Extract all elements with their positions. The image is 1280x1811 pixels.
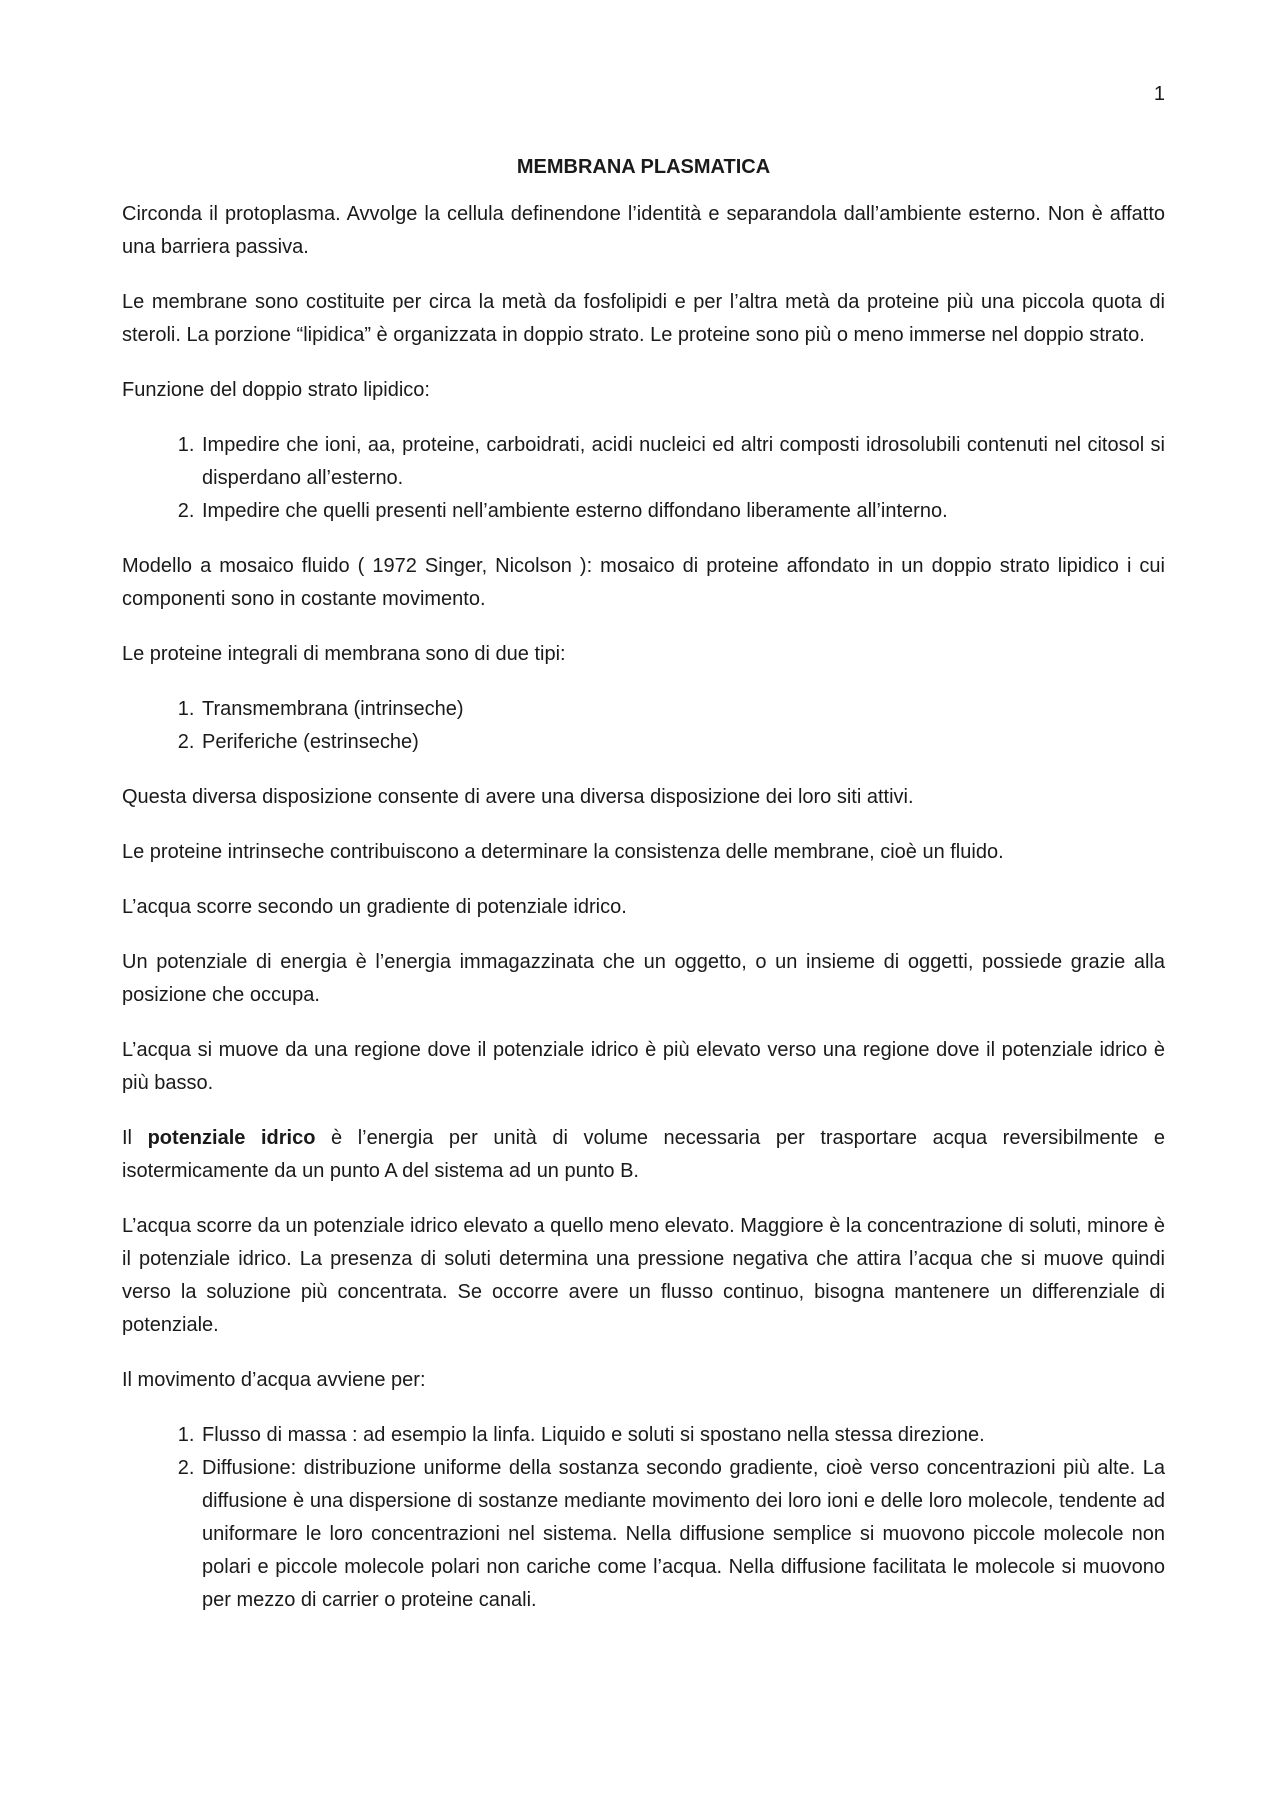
numbered-list	[122, 693, 1165, 759]
paragraph: L’acqua si muove da una regione dove il potenziale idrico è più elevato verso una regione dove il potenziale idrico è più basso.	[122, 1039, 1165, 1094]
list-item: 1. Transmembrana (intrinseche)	[200, 693, 1165, 726]
paragraph: Funzione del doppio strato lipidico:	[122, 379, 430, 401]
numbered-list	[122, 429, 1165, 528]
list-item: 1. Impedire che ioni, aa, proteine, carboidrati, acidi nucleici ed altri composti idrosolubili contenuti nel citosol si disperdano all’esterno.	[200, 429, 1165, 495]
paragraph-rest: è l’energia per unità di volume necessaria per trasportare acqua reversibilmente e isotermicamente da un punto A del sistema ad un punto B.	[122, 1127, 1165, 1182]
list-item: 2. Impedire che quelli presenti nell’ambiente esterno diffondano liberamente all’interno.	[200, 495, 1165, 528]
paragraph: Le proteine integrali di membrana sono di due tipi:	[122, 643, 566, 665]
paragraph: Le membrane sono costituite per circa la metà da fosfolipidi e per l’altra metà da proteine più una piccola quota di steroli. La porzione “lipidica” è organizzata in doppio strato. Le proteine sono più o meno immerse nel doppio strato.	[122, 291, 1165, 346]
list-item: 2. Periferiche (estrinseche)	[200, 726, 1165, 759]
bold-term: potenziale idrico	[147, 1127, 316, 1149]
paragraph: L’acqua scorre secondo un gradiente di potenziale idrico.	[122, 896, 627, 918]
paragraph-lead: Il	[122, 1127, 148, 1149]
numbered-list	[122, 1419, 1165, 1617]
list-item: 1. Flusso di massa : ad esempio la linfa. Liquido e soluti si spostano nella stessa direzione.	[200, 1419, 1165, 1452]
paragraph: Modello a mosaico fluido ( 1972 Singer, Nicolson ): mosaico di proteine affondato in un doppio strato lipidico i cui componenti sono in costante movimento.	[122, 555, 1165, 610]
paragraph	[122, 1122, 1165, 1188]
paragraph: Il movimento d’acqua avviene per:	[122, 1369, 426, 1391]
paragraph: Circonda il protoplasma. Avvolge la cellula definendone l’identità e separandola dall’ambiente esterno. Non è affatto una barriera passiva.	[122, 203, 1165, 258]
page-number: 1	[1153, 83, 1165, 105]
document-title: MEMBRANA PLASMATICA	[516, 156, 771, 178]
document-body	[122, 151, 1165, 1639]
paragraph: Questa diversa disposizione consente di avere una diversa disposizione dei loro siti attivi.	[122, 786, 914, 808]
list-item: 2. Diffusione: distribuzione uniforme della sostanza secondo gradiente, cioè verso concentrazioni più alte. La diffusione è una dispersione di sostanze mediante movimento dei loro ioni e delle loro molecole, tendente ad uniformare le loro concentrazioni nel sistema. Nella diffusione semplice si muovono piccole molecole non polari e piccole molecole polari non cariche come l’acqua. Nella diffusione facilitata le molecole si muovono per mezzo di carrier o proteine canali.	[200, 1452, 1165, 1617]
paragraph: Un potenziale di energia è l’energia immagazzinata che un oggetto, o un insieme di oggetti, possiede grazie alla posizione che occupa.	[122, 951, 1165, 1006]
paragraph: Le proteine intrinseche contribuiscono a determinare la consistenza delle membrane, cioè un fluido.	[122, 841, 1004, 863]
paragraph: L’acqua scorre da un potenziale idrico elevato a quello meno elevato. Maggiore è la concentrazione di soluti, minore è il potenziale idrico. La presenza di soluti determina una pressione negativa che attira l’acqua che si muove quindi verso la soluzione più concentrata. Se occorre avere un flusso continuo, bisogna mantenere un differenziale di potenziale.	[122, 1215, 1165, 1336]
